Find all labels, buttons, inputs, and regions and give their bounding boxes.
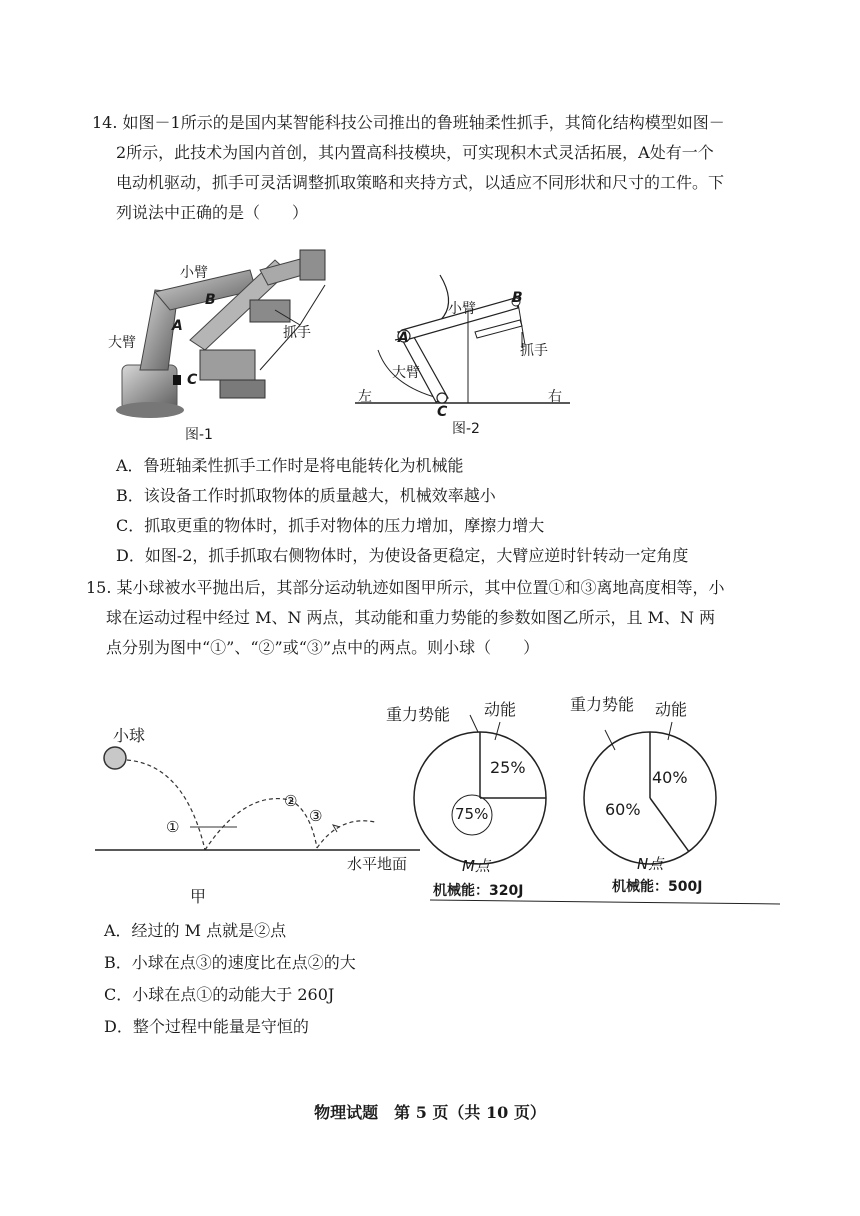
pie-n-ke-label: 动能 (655, 700, 688, 719)
fig2-label-dabi: 大臂 (392, 365, 420, 381)
fig-jia-caption: 甲 (190, 887, 207, 906)
fig2-label-xiaobi: 小臂 (448, 301, 476, 317)
q14-line-3: 电动机驱动，抓手可灵活调整抓取策略和夹持方式，以适应不同形状和尺寸的工件。下 (116, 173, 725, 192)
pie-n-point: N点 (637, 855, 664, 873)
fig2-label-you: 右 (548, 389, 562, 405)
pie-m-pe-label: 重力势能 (386, 705, 451, 724)
q14-option-c: C．抓取更重的物体时，抓手对物体的压力增加，摩擦力增大 (116, 516, 545, 535)
pie-m-ke-label: 动能 (484, 700, 517, 719)
pie-m-ke-pct: 25% (490, 758, 526, 777)
fig1-label-dabi: 大臂 (108, 335, 136, 351)
page-footer: 物理试题 第 5 页（共 10 页） (314, 1103, 546, 1122)
figure-1-robot-arm (100, 230, 350, 450)
fig1-label-A: A (172, 318, 183, 334)
figure-jia-trajectory (95, 730, 425, 860)
pie-n-pe-label: 重力势能 (570, 695, 635, 714)
fig2-label-zhuashou: 抓手 (520, 343, 548, 359)
fig2-label-zuo: 左 (358, 389, 372, 405)
fig2-label-C: C (437, 404, 448, 420)
q14-line-2: 2所示，此技术为国内首创，其内置高科技模块，可实现积木式灵活拓展，A处有一个 (116, 143, 714, 162)
fig2-label-B: B (512, 290, 523, 306)
fig1-caption: 图-1 (185, 427, 213, 443)
pie-n-ke-pct: 40% (652, 768, 688, 787)
q15-option-b: B．小球在点③的速度比在点②的大 (104, 953, 356, 972)
q14-option-d: D．如图-2，抓手抓取右侧物体时，为使设备更稳定，大臂应逆时针转动一定角度 (116, 546, 689, 565)
fig2-label-A: A (398, 330, 409, 346)
q14-line-1: 14. 如图－1所示的是国内某智能科技公司推出的鲁班轴柔性抓手，其简化结构模型如图－ (92, 113, 725, 132)
pie-n-energy: 机械能：500J (612, 879, 703, 895)
q15-option-c: C．小球在点①的动能大于 260J (104, 985, 335, 1004)
q15-line-1: 15. 某小球被水平抛出后，其部分运动轨迹如图甲所示，其中位置①和③离地高度相等，小 (86, 578, 725, 597)
pie-n-pe-pct: 60% (605, 800, 641, 819)
q14-option-a: A．鲁班轴柔性抓手工作时是将电能转化为机械能 (116, 456, 464, 475)
point-3-label: ③ (309, 807, 323, 825)
fig1-label-zhuashou: 抓手 (283, 325, 311, 341)
fig1-label-C: C (187, 372, 198, 388)
point-2-label: ② (284, 792, 298, 810)
fig2-caption: 图-2 (452, 421, 480, 437)
q14-option-b: B．该设备工作时抓取物体的质量越大，机械效率越小 (116, 486, 496, 505)
point-1-label: ① (166, 818, 180, 836)
fig1-label-B: B (205, 292, 216, 308)
ground-label: 水平地面 (347, 855, 408, 873)
q14-line-4: 列说法中正确的是（ ） (116, 203, 309, 222)
q15-option-a: A．经过的 M 点就是②点 (104, 921, 287, 940)
q15-line-3: 点分别为图中“①”、“②”或“③”点中的两点。则小球（ ） (106, 638, 540, 657)
pie-m-energy: 机械能：320J (433, 883, 524, 899)
q15-line-2: 球在运动过程中经过 M、N 两点，其动能和重力势能的参数如图乙所示，且 M、N 两 (106, 608, 716, 627)
q15-option-d: D．整个过程中能量是守恒的 (104, 1017, 309, 1036)
ball-label: 小球 (113, 726, 146, 745)
pie-m-pe-pct: 75% (455, 805, 489, 823)
pie-m-point: M点 (462, 857, 490, 875)
fig1-label-xiaobi: 小臂 (180, 265, 208, 281)
